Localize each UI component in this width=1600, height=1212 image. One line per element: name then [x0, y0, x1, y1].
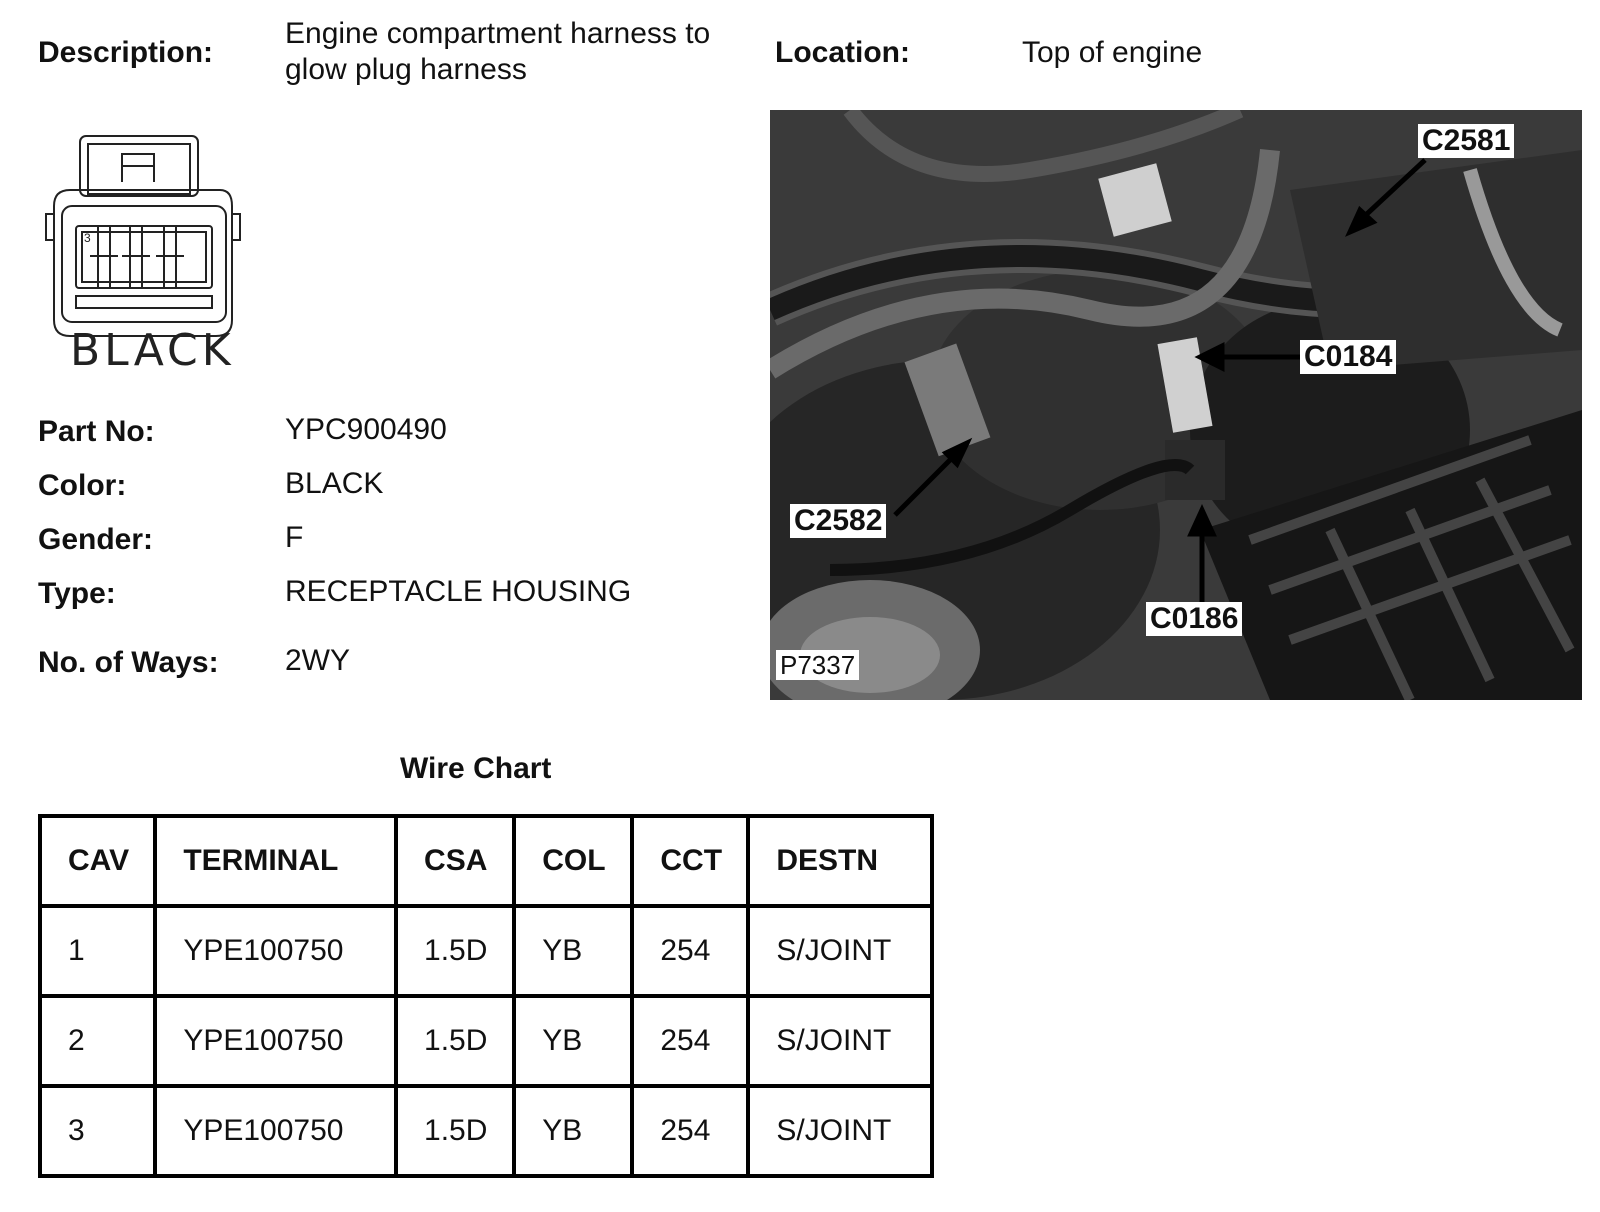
cell-destn: S/JOINT: [748, 996, 932, 1086]
ways-label: No. of Ways:: [38, 646, 219, 679]
color-label: Color:: [38, 469, 127, 502]
type-value: RECEPTACLE HOUSING: [285, 575, 632, 608]
table-row: [40, 996, 932, 1086]
table-row: [40, 1086, 932, 1176]
gender-value: F: [285, 521, 304, 554]
description-line-1: Engine compartment harness to: [285, 17, 711, 50]
wire-chart-title: Wire Chart: [400, 752, 552, 785]
cell-cct: 254: [632, 1086, 748, 1176]
ways-value: 2WY: [285, 644, 351, 677]
header-cav: CAV: [40, 816, 155, 906]
connector-pin-label: 3: [84, 231, 91, 245]
cell-col: YB: [514, 1086, 632, 1176]
cell-terminal: YPE100750: [155, 1086, 396, 1176]
photo-reference: P7337: [776, 650, 859, 680]
header-terminal: TERMINAL: [155, 816, 396, 906]
description-line-2: glow plug harness: [285, 53, 527, 86]
location-label: Location:: [775, 36, 910, 69]
table-header-row: [40, 816, 932, 906]
table-row: [40, 906, 932, 996]
cell-csa: 1.5D: [396, 1086, 514, 1176]
part-no-value: YPC900490: [285, 413, 447, 446]
cell-cav: 1: [40, 906, 155, 996]
cell-csa: 1.5D: [396, 996, 514, 1086]
part-no-label: Part No:: [38, 415, 155, 448]
cell-terminal: YPE100750: [155, 906, 396, 996]
cell-destn: S/JOINT: [748, 906, 932, 996]
wire-chart-table: [38, 814, 934, 1178]
type-label: Type:: [38, 577, 116, 610]
callout-c0186: C0186: [1146, 602, 1242, 636]
connector-color-label: BLACK: [70, 325, 235, 376]
location-photo: [770, 110, 1582, 700]
cell-csa: 1.5D: [396, 906, 514, 996]
cell-terminal: YPE100750: [155, 996, 396, 1086]
description-value: [285, 16, 710, 88]
header-col: COL: [514, 816, 632, 906]
header-destn: DESTN: [748, 816, 932, 906]
header-cct: CCT: [632, 816, 748, 906]
cell-col: YB: [514, 906, 632, 996]
header-csa: CSA: [396, 816, 514, 906]
callout-c2582: C2582: [790, 504, 886, 538]
description-label: Description:: [38, 36, 214, 69]
cell-cct: 254: [632, 996, 748, 1086]
cell-cav: 3: [40, 1086, 155, 1176]
location-value: Top of engine: [1022, 36, 1203, 69]
color-value: BLACK: [285, 467, 384, 500]
gender-label: Gender:: [38, 523, 154, 556]
cell-col: YB: [514, 996, 632, 1086]
callout-c0184: C0184: [1300, 340, 1396, 374]
cell-cct: 254: [632, 906, 748, 996]
callout-c2581: C2581: [1418, 124, 1514, 158]
cell-destn: S/JOINT: [748, 1086, 932, 1176]
cell-cav: 2: [40, 996, 155, 1086]
